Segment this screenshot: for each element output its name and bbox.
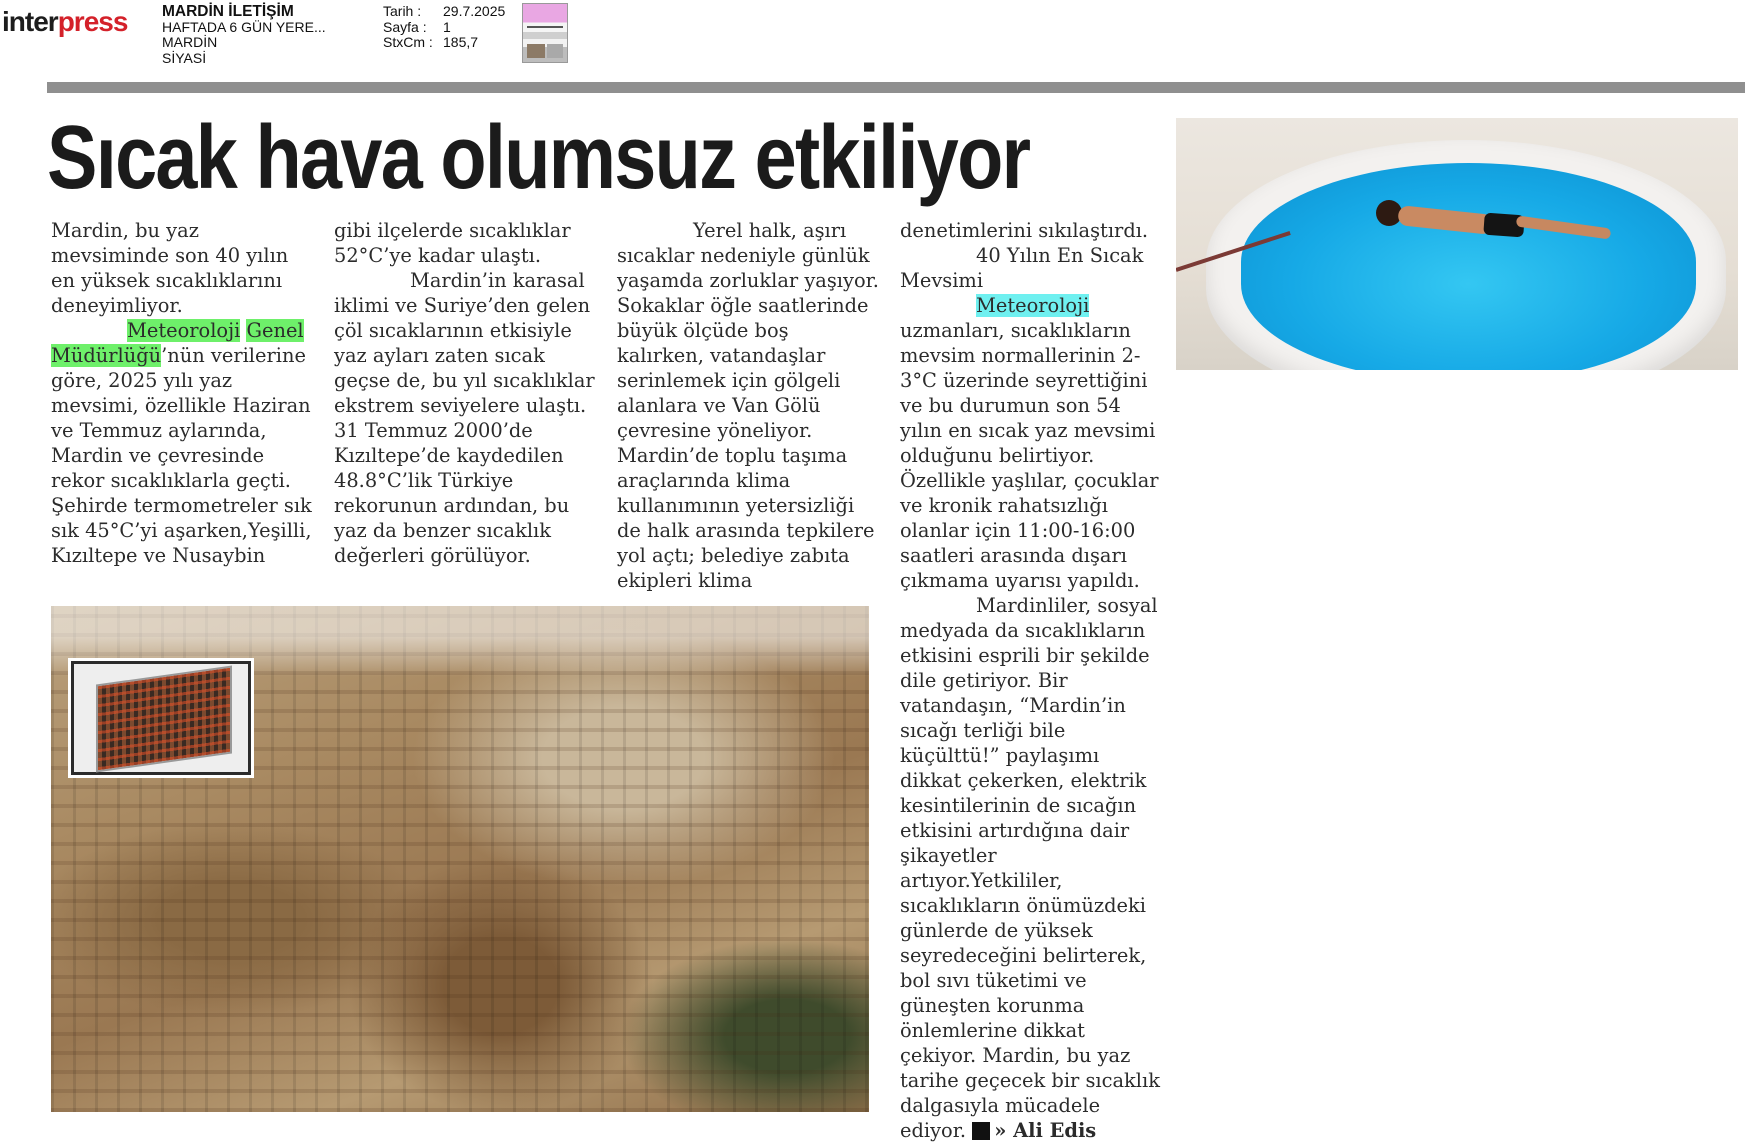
swimmer-body <box>1397 205 1494 235</box>
author-name: » Ali Edis <box>994 1119 1097 1142</box>
page-thumbnail[interactable] <box>522 3 568 63</box>
date-label: Tarih : <box>383 3 422 19</box>
article-column-1 <box>51 218 313 568</box>
inset-photo <box>71 661 251 775</box>
publication-info <box>162 4 326 66</box>
header-rule <box>47 82 1745 93</box>
swimmer <box>1376 196 1606 242</box>
subheading: 40 Yılın En Sıcak Mevsimi <box>900 244 1144 292</box>
page-label: Sayfa : <box>383 18 427 35</box>
article-column-4 <box>900 218 1162 1143</box>
paragraph: denetimlerini sıkılaştırdı. <box>900 219 1149 242</box>
size-label: StxCm : <box>383 34 433 50</box>
clipping-meta <box>383 4 505 51</box>
paragraph <box>900 593 1162 1143</box>
byline <box>972 1119 1096 1142</box>
highlight-term: Genel Müdürlüğü <box>51 319 304 367</box>
date-value: 29.7.2025 <box>443 3 506 19</box>
interpress-logo: interpress <box>2 6 128 37</box>
thumbnail-photo-2 <box>547 44 563 58</box>
swimmer-legs <box>1516 215 1612 239</box>
pool-photo <box>1176 118 1738 370</box>
highlight-term: Meteoroloji <box>127 319 241 342</box>
paragraph-text: ’nün verilerine göre, 2025 yılı yaz mevsimi, özellikle Haziran ve Temmuz aylarında, Mardin ve çevresinde rekor sıcaklıklarla geçti. Şehirde termometreler sık sık 45°C’yi aşarken,Yeşilli, Kızıltepe ve Nusaybin <box>51 344 312 567</box>
publication-category: SİYASİ <box>162 49 207 66</box>
article-column-2 <box>334 218 596 568</box>
paragraph: Mardin’in karasal iklimi ve Suriye’den gelen çöl sıcaklarının etkisiyle yaz ayları zaten sıcak geçse de, bu yıl sıcaklıklar ekstrem seviyelere ulaştı. 31 Temmuz 2000’de Kızıltepe’de kaydedilen 48.8°C’lik Türkiye rekorunun ardından, bu yaz da benzer sıcaklık değerleri görülüyor. <box>334 269 595 567</box>
article-column-3 <box>617 218 879 593</box>
paragraph-text: Mardinliler, sosyal medyada da sıcaklıkların etkisini esprili bir şekilde dile getiriyor. Bir vatandaşın, “Mardin’in sıcağı terliği bile küçülttü!” paylaşımı dikkat çekerken, elektrik kesintilerinin de sıcağın etkisini artırdığına dair şikayetler artıyor.Yetkililer, sıcaklıkların önümüzdeki günlerde de yüksek seyredeceğini belirterek, bol sıvı tüketimi ve güneşten korunma önlemlerine dikkat çekiyor. Mardin, bu yaz tarihe geçecek bir sıcaklık dalgasıyla mücadele ediyor. <box>900 594 1160 1142</box>
publication-city: MARDİN <box>162 34 218 50</box>
publication-frequency: HAFTADA 6 GÜN YERE... <box>162 18 326 35</box>
highlight-term: Meteoroloji <box>976 294 1090 317</box>
inset-building-facade <box>96 665 232 772</box>
page-value: 1 <box>443 18 451 35</box>
publication-name: MARDİN İLETİŞİM <box>162 3 294 20</box>
thumbnail-photo <box>527 44 545 58</box>
paragraph <box>900 293 1162 593</box>
paragraph: Yerel halk, aşırı sıcaklar nedeniyle günlük yaşamda zorluklar yaşıyor. Sokaklar öğle saatlerinde büyük ölçüde boş kalırken, vatandaşlar serinlemek için gölgeli alanlara ve Van Gölü çevresine yöneliyor. Mardin’de toplu taşıma araçlarında klima kullanımının yetersizliği de halk arasında tepkilere yol açtı; belediye zabıta ekipleri klima <box>617 219 879 592</box>
end-mark-icon <box>972 1122 990 1140</box>
paragraph-text: uzmanları, sıcaklıkların mevsim normallerinin 2-3°C üzerinde seyrettiğini ve bu durumun son 54 yılın en sıcak yaz mevsimi olduğunu belirtiyor. Özellikle yaşlılar, çocuklar ve kronik rahatsızlığı olanlar için 11:00-16:00 saatleri arasında dışarı çıkmama uyarısı yapıldı. <box>900 319 1159 592</box>
size-value: 185,7 <box>443 34 479 50</box>
thumbnail-line <box>527 26 563 28</box>
paragraph: gibi ilçelerde sıcaklıklar 52°C’ye kadar ulaştı. <box>334 219 571 267</box>
paragraph <box>51 318 313 568</box>
article-headline: Sıcak hava olumsuz etkiliyor <box>47 108 1030 208</box>
mardin-city-photo <box>51 606 869 1112</box>
paragraph: Mardin, bu yaz mevsiminde son 40 yılın en yüksek sıcaklıklarını deneyimliyor. <box>51 219 289 317</box>
pool-water <box>1241 163 1696 370</box>
